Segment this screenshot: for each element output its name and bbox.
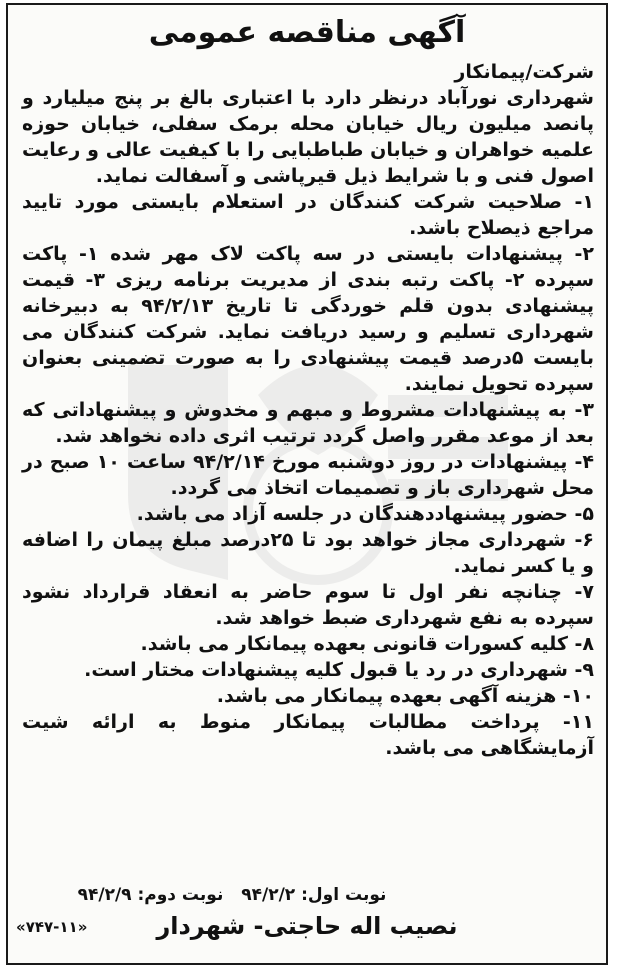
clause-11: ۱۱- پرداخت مطالبات پیمانکار منوط به ارائه شیت آزمایشگاهی می باشد. (22, 711, 594, 759)
clause-4: ۴- پیشنهادات در روز دوشنبه مورخ ۹۴/۲/۱۴ ساعت ۱۰ صبح در محل شهرداری باز و تصمیمات اتخاذ می گردد. (22, 451, 594, 499)
company-label: شرکت/پیمانکار (454, 61, 594, 83)
publication-dates (8, 883, 456, 907)
clause-10: ۱۰- هزینه آگهی بعهده پیمانکار می باشد. (216, 685, 594, 707)
intro-paragraph: شهرداری نورآباد درنظر دارد با اعتباری بالغ بر پنج میلیارد و پانصد میلیون ریال خیابان محله برمک سفلی، خیابان حوزه علمیه خواهران و خیابان طباطبایی را با کیفیت عالی و رعایت اصول فنی و با شرایط ذیل قیرپاشی و آسفالت نماید. (22, 87, 594, 187)
clause-3: ۳- به پیشنهادات مشروط و مبهم و مخدوش و پیشنهاداتی که بعد از موعد مقرر واصل گردد ترتیب اثری داده نخواهد شد. (22, 399, 594, 447)
clause-9: ۹- شهرداری در رد یا قبول کلیه پیشنهادات مختار است. (84, 659, 594, 681)
clause-6: ۶- شهرداری مجاز خواهد بود تا ۲۵درصد مبلغ پیمان را اضافه و یا کسر نماید. (22, 529, 594, 577)
clause-5: ۵- حضور پیشنهاددهندگان در جلسه آزاد می باشد. (136, 503, 594, 525)
clause-1: ۱- صلاحیت شرکت کنندگان در استعلام بایستی مورد تایید مراجع ذیصلاح باشد. (22, 191, 594, 239)
clause-7: ۷- چنانچه نفر اول تا سوم حاضر به انعقاد قرارداد نشود سپرده به نفع شهرداری ضبط خواهد شد. (22, 581, 594, 629)
ad-code: «۷۴۷-۱۱» (16, 918, 88, 936)
notice-title: آگهی مناقصه عمومی (148, 15, 466, 50)
tender-notice (6, 3, 608, 965)
clause-8: ۸- کلیه کسورات قانونی بعهده پیمانکار می باشد. (140, 633, 594, 655)
mayor-signature: نصیب اله حاجتی- شهردار (156, 912, 458, 940)
notice-body (22, 59, 594, 761)
first-publication: نوبت اول: ۹۴/۲/۲ (241, 885, 387, 905)
clause-2: ۲- پیشنهادات بایستی در سه پاکت لاک مهر شده ۱- پاکت سپرده ۲- پاکت رتبه بندی از مدیریت برنامه ریزی ۳- قیمت پیشنهادی بدون قلم خوردگی تا تاریخ ۹۴/۲/۱۳ به دبیرخانه شهرداری تسلیم و رسید دریافت نماید. شرکت کنندگان می بایست ۵درصد قیمت پیشنهادی را به صورت تضمینی بعنوان سپرده تحویل نمایند. (22, 243, 595, 395)
second-publication: نوبت دوم: ۹۴/۲/۹ (77, 885, 224, 905)
